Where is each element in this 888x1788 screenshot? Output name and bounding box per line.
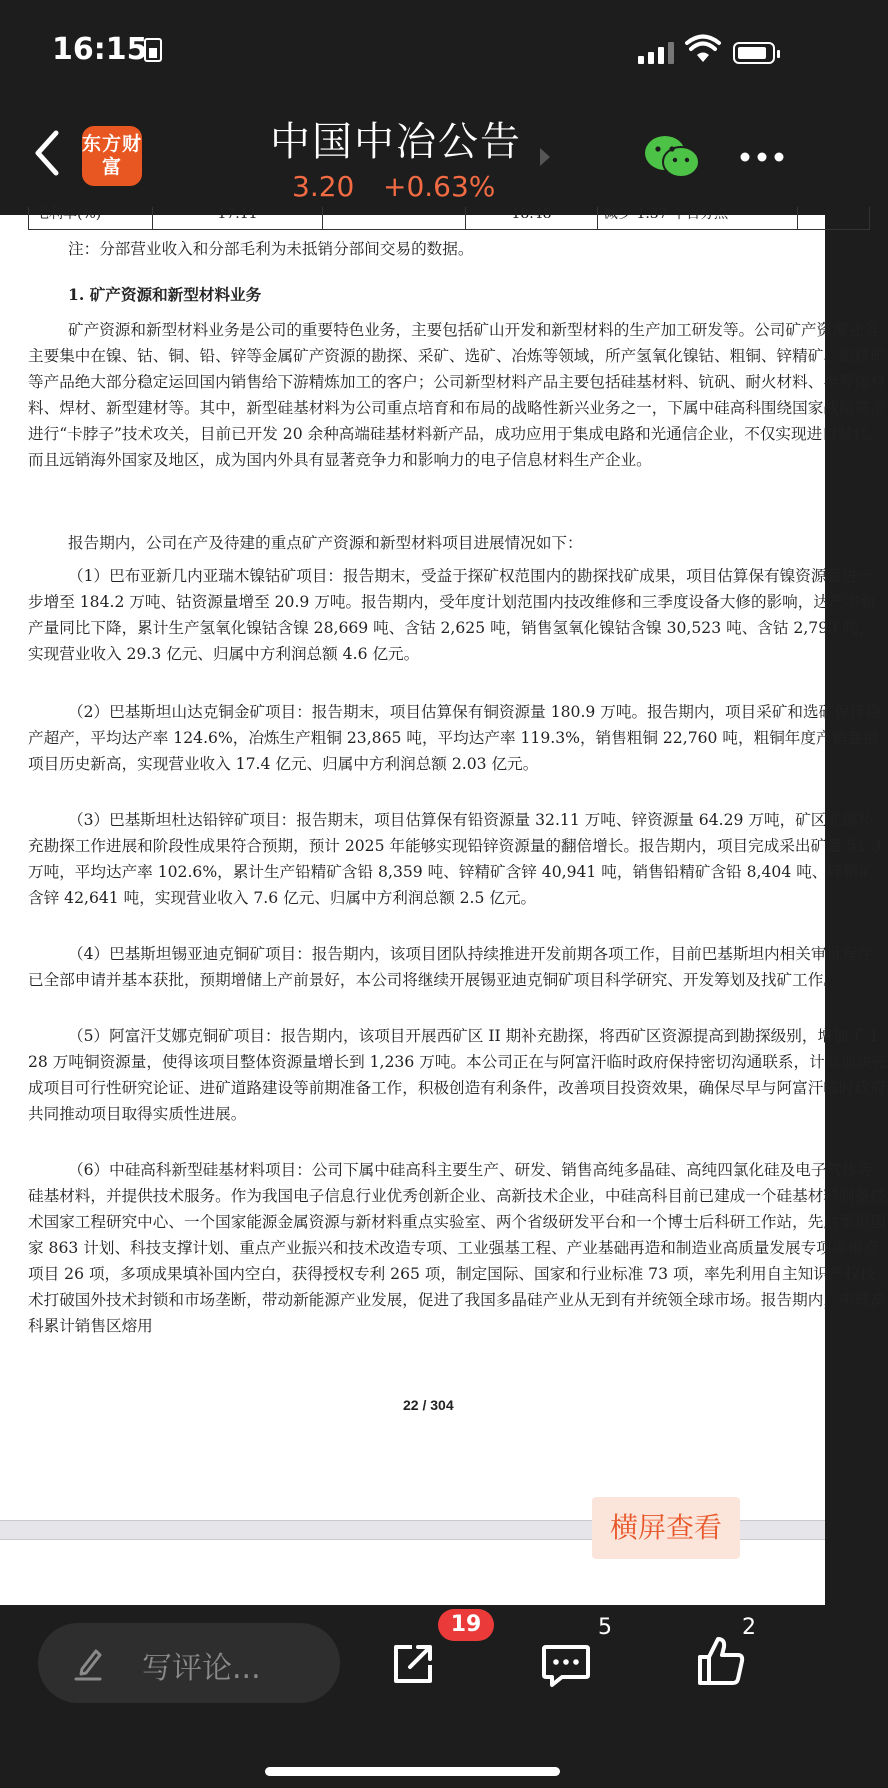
paragraph: （3）巴基斯坦杜达铅锌矿项目：报告期末，项目估算保有铅资源量 32.11 万吨、锌资源量 64.29 万吨，矿区北部补充勘探工作进展和阶段性成果符合预期，预计 2025 年能够实现铅锌资源量的翻倍增长。报告期内，项目完成采出矿量 51.3 万吨，平均达产率 102.6%，累计生产铅精矿含铅 8,359 吨、锌精矿含锌 40,941 吨，销售铅精矿含铅 8,404 吨、锌精矿含锌 42,641 吨，实现营业收入 7.6 亿元、归属中方利润总额 2.5 亿元。 <box>28 811 882 907</box>
status-bar <box>0 0 825 100</box>
paragraph: （2）巴基斯坦山达克铜金矿项目：报告期末，项目估算保有铜资源量 180.9 万吨。报告期内，项目采矿和选矿保持稳产超产，平均达产率 124.6%，冶炼生产粗铜 23,865 吨，平均达产率 119.3%，销售粗铜 22,760 吨，粗铜年度产销量创项目历史新高，实现营业收入 17.4 亿元、归属中方利润总额 2.03 亿元。 <box>28 703 881 773</box>
like-count: 2 <box>742 1615 756 1640</box>
bottom-bar <box>0 1605 825 1788</box>
like-icon[interactable] <box>696 1635 746 1687</box>
paragraph: （6）中硅高科新型硅基材料项目：公司下属中硅高科主要生产、研发、销售高纯多晶硅、高纯四氯化硅及电子气体等硅基材料，并提供技术服务。作为我国电子信息行业优秀创新企业、高新技术企业，中硅高科目前已建成一个硅基材料制备技术国家工程研究中心、一个国家能源金属资源与新材料重点实验室、两个省级研发平台和一个博士后科研工作站，先后承担国家 863 计划、科技支撑计划、重点产业振兴和技术改造专项、工业强基工程、产业基础再造和制造业高质量发展专项等重点项目 26 项，多项成果填补国内空白，获得授权专利 265 项，制定国际、国家和行业标准 73 项，率先利用自主知识产权技术打破国外技术封锁和市场垄断，带动新能源产业发展，促进了我国多晶硅产业从无到有并统领全球市场。报告期内，中硅高科累计销售区熔用 <box>28 1161 886 1335</box>
comment-placeholder: 写评论... <box>142 1651 261 1686</box>
wechat-icon[interactable] <box>644 134 700 180</box>
paragraph: （1）巴布亚新几内亚瑞木镍钴矿项目：报告期末，受益于探矿权范围内的勘探找矿成果，项目估算保有镍资源量进一步增至 184.2 万吨、钴资源量增至 20.9 万吨。报告期内，受年度计划范围内技改维修和三季度设备大修的影响，达产率和产量同比下降，累计生产氢氧化镍钴含镍 28,669 吨、含钴 2,625 吨，销售氢氧化镍钴含镍 30,523 吨、含钴 2,793 吨，实现营业收入 29.3 亿元、归属中方利润总额 4.6 亿元。 <box>28 567 876 663</box>
table-cell: - <box>323 207 466 229</box>
document-viewer[interactable] <box>0 206 888 1605</box>
status-time: 16:15 <box>52 32 148 67</box>
table-cell: 18.48 <box>466 207 598 229</box>
home-indicator <box>265 1767 560 1776</box>
title-arrow-icon <box>540 148 550 166</box>
paragraph: 矿产资源和新型材料业务是公司的重要特色业务，主要包括矿山开发和新型材料的生产加工研发等。公司矿产资源业务主要集中在镍、钴、铜、铅、锌等金属矿产资源的勘探、采矿、选矿、冶炼等领域，所产氢氧化镍钴、粗铜、锌精矿、铅精矿等产品绝大部分稳定运回国内销售给下游精炼加工的客户；公司新型材料产品主要包括硅基材料、钪矾、耐火材料、半导体材料、焊材、新型建材等。其中，新型硅基材料为公司重点培育和布局的战略性新兴业务之一，下属中硅高科围绕国家战略需求进行“卡脖子”技术攻关，目前已开发 20 余种高端硅基材料新产品，成功应用于集成电路和光通信企业，不仅实现进口替代，而且远销海外国家及地区，成为国内外具有显著竞争力和影响力的电子信息材料生产企业。 <box>28 321 886 469</box>
table-cell: 毛利率(%) <box>29 207 153 229</box>
stock-change: +0.63% <box>383 170 496 203</box>
section-heading: 1. 矿产资源和新型材料业务 <box>68 285 262 304</box>
table-row <box>28 207 870 230</box>
share-icon[interactable] <box>390 1641 436 1687</box>
table-cell: 17.11 <box>153 207 323 229</box>
wifi-icon <box>686 36 720 64</box>
landscape-view-button[interactable]: 横屏查看 <box>592 1497 740 1559</box>
comment-input[interactable] <box>38 1623 340 1703</box>
paragraph: （4）巴基斯坦锡亚迪克铜矿项目：报告期内，该项目团队持续推进开发前期各项工作，目前巴基斯坦内相关审批程序已全部申请并基本获批，预期增储上产前景好，本公司将继续开展锡亚迪克铜矿项目科学研究、开发筹划及找矿工作。 <box>28 945 874 989</box>
table-note: 注：分部营业收入和分部毛利为未抵销分部间交易的数据。 <box>68 240 474 258</box>
share-count-badge: 19 <box>438 1609 494 1641</box>
page-number: 22 / 304 <box>403 1397 454 1413</box>
more-icon[interactable] <box>740 152 784 162</box>
battery-icon <box>733 42 775 64</box>
app-logo: 东方财富 <box>82 126 142 186</box>
paragraph: （5）阿富汗艾娜克铜矿项目：报告期内，该项目开展西矿区 II 期补充勘探，将西矿区资源提高到勘探级别，增加了 128 万吨铜资源量，使得该项目整体资源量增长到 1,236 万吨。本公司正在与阿富汗临时政府保持密切沟通联系，计划加快完成项目可行性研究论证、进矿道路建设等前期准备工作，积极创造有利条件，改善项目投资效果，确保尽早与阿富汗临时政府共同推动项目取得实质性进展。 <box>28 1027 888 1123</box>
back-icon[interactable] <box>32 128 62 178</box>
pencil-icon <box>74 1645 104 1681</box>
page-title: 中国中冶公告 <box>270 119 522 165</box>
nav-bar <box>0 100 825 215</box>
comment-count: 5 <box>598 1615 612 1640</box>
comment-icon[interactable] <box>540 1643 592 1689</box>
paragraph: 报告期内，公司在产及待建的重点矿产资源和新型材料项目进展情况如下： <box>68 534 583 552</box>
table-cell: 减少 1.37 个百分点 <box>598 207 798 229</box>
signal-icon <box>638 42 676 64</box>
stock-price: 3.20 <box>292 170 355 203</box>
sim-icon <box>144 38 162 62</box>
